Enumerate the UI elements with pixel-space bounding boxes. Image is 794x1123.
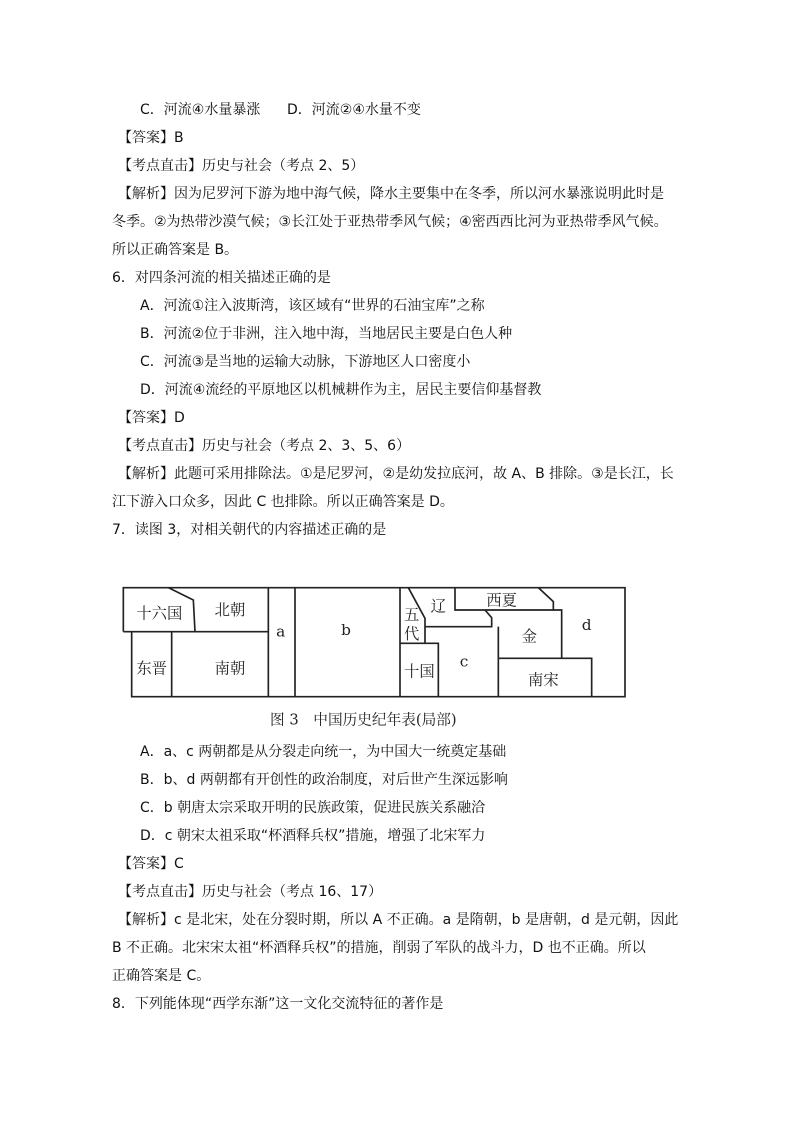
label-shiliuguo: 十六国 bbox=[136, 604, 183, 623]
kaodian: 【考点直击】历史与社会（考点 2、5） bbox=[118, 158, 365, 174]
label-dai: 代 bbox=[403, 625, 420, 643]
answer: 【答案】C bbox=[118, 856, 184, 872]
option-a: A．河流①注入波斯湾，该区域有“世界的石油宝库”之称 bbox=[140, 298, 485, 314]
question-stem: 7．读图 3，对相关朝代的内容描述正确的是 bbox=[112, 522, 387, 538]
label-d: d bbox=[581, 616, 592, 634]
question-stem: 6．对四条河流的相关描述正确的是 bbox=[112, 270, 331, 286]
label-c: c bbox=[459, 652, 469, 671]
label-nansong: 南宋 bbox=[527, 671, 559, 689]
option-c: C．河流③是当地的运输大动脉，下游地区人口密度小 bbox=[140, 354, 471, 370]
option-b: B．b、d 两朝都有开创性的政治制度，对后世产生深远影响 bbox=[140, 772, 508, 788]
option-d: D．河流②④水量不变 bbox=[287, 102, 421, 118]
analysis-line: 江下游入口众多，因此 C 也排除。所以正确答案是 D。 bbox=[112, 494, 454, 510]
kaodian: 【考点直击】历史与社会（考点 2、3、5、6） bbox=[118, 438, 411, 454]
analysis-line: B 不正确。北宋宋太祖“杯酒释兵权”的措施，削弱了军队的战斗力，D 也不正确。所以 bbox=[112, 940, 646, 956]
analysis-line: 【解析】此题可采用排除法。①是尼罗河，②是幼发拉底河，故 A、B 排除。③是长江，长 bbox=[118, 466, 674, 482]
label-a: a bbox=[276, 622, 286, 641]
option-c: C．b 朝唐太宗采取开明的民族政策，促进民族关系融洽 bbox=[140, 800, 486, 816]
chronology-figure bbox=[110, 575, 660, 735]
question-stem: 8．下列能体现“西学东渐”这一文化交流特征的著作是 bbox=[112, 996, 444, 1012]
label-b: b bbox=[341, 621, 351, 639]
label-shiguo: 十国 bbox=[403, 662, 435, 681]
option-a: A．a、c 两朝都是从分裂走向统一，为中国大一统奠定基础 bbox=[140, 744, 507, 760]
option-d: D．c 朝宋太祖采取“杯酒释兵权”措施，增强了北宋军力 bbox=[140, 828, 486, 844]
label-liao: 辽 bbox=[430, 597, 447, 616]
analysis-line: 冬季。②为热带沙漠气候；③长江处于亚热带季风气候；④密西西比河为亚热带季风气候。 bbox=[112, 214, 668, 230]
label-nanchao: 南朝 bbox=[214, 659, 246, 678]
option-c: C．河流④水量暴涨 bbox=[140, 102, 261, 118]
label-jin: 金 bbox=[521, 627, 538, 646]
analysis-line: 【解析】c 是北宋，处在分裂时期，所以 A 不正确。a 是隋朝，b 是唐朝，d 是元朝，因此 bbox=[118, 912, 679, 928]
kaodian: 【考点直击】历史与社会（考点 16、17） bbox=[118, 884, 383, 900]
label-dongjin: 东晋 bbox=[136, 659, 168, 678]
option-b: B．河流②位于非洲，注入地中海，当地居民主要是白色人种 bbox=[140, 326, 513, 342]
label-wu: 五 bbox=[403, 606, 420, 624]
option-d: D．河流④流经的平原地区以机械耕作为主，居民主要信仰基督教 bbox=[140, 382, 542, 398]
label-xixia: 西夏 bbox=[486, 591, 518, 610]
analysis-line: 正确答案是 C。 bbox=[112, 968, 211, 984]
analysis-line: 【解析】因为尼罗河下游为地中海气候，降水主要集中在冬季，所以河水暴涨说明此时是 bbox=[118, 186, 664, 202]
answer: 【答案】D bbox=[118, 410, 185, 426]
label-beichao: 北朝 bbox=[214, 601, 246, 619]
figure-caption: 图 3 中国历史纪年表(局部) bbox=[270, 711, 457, 729]
analysis-line: 所以正确答案是 B。 bbox=[112, 242, 239, 258]
answer: 【答案】B bbox=[118, 130, 184, 146]
